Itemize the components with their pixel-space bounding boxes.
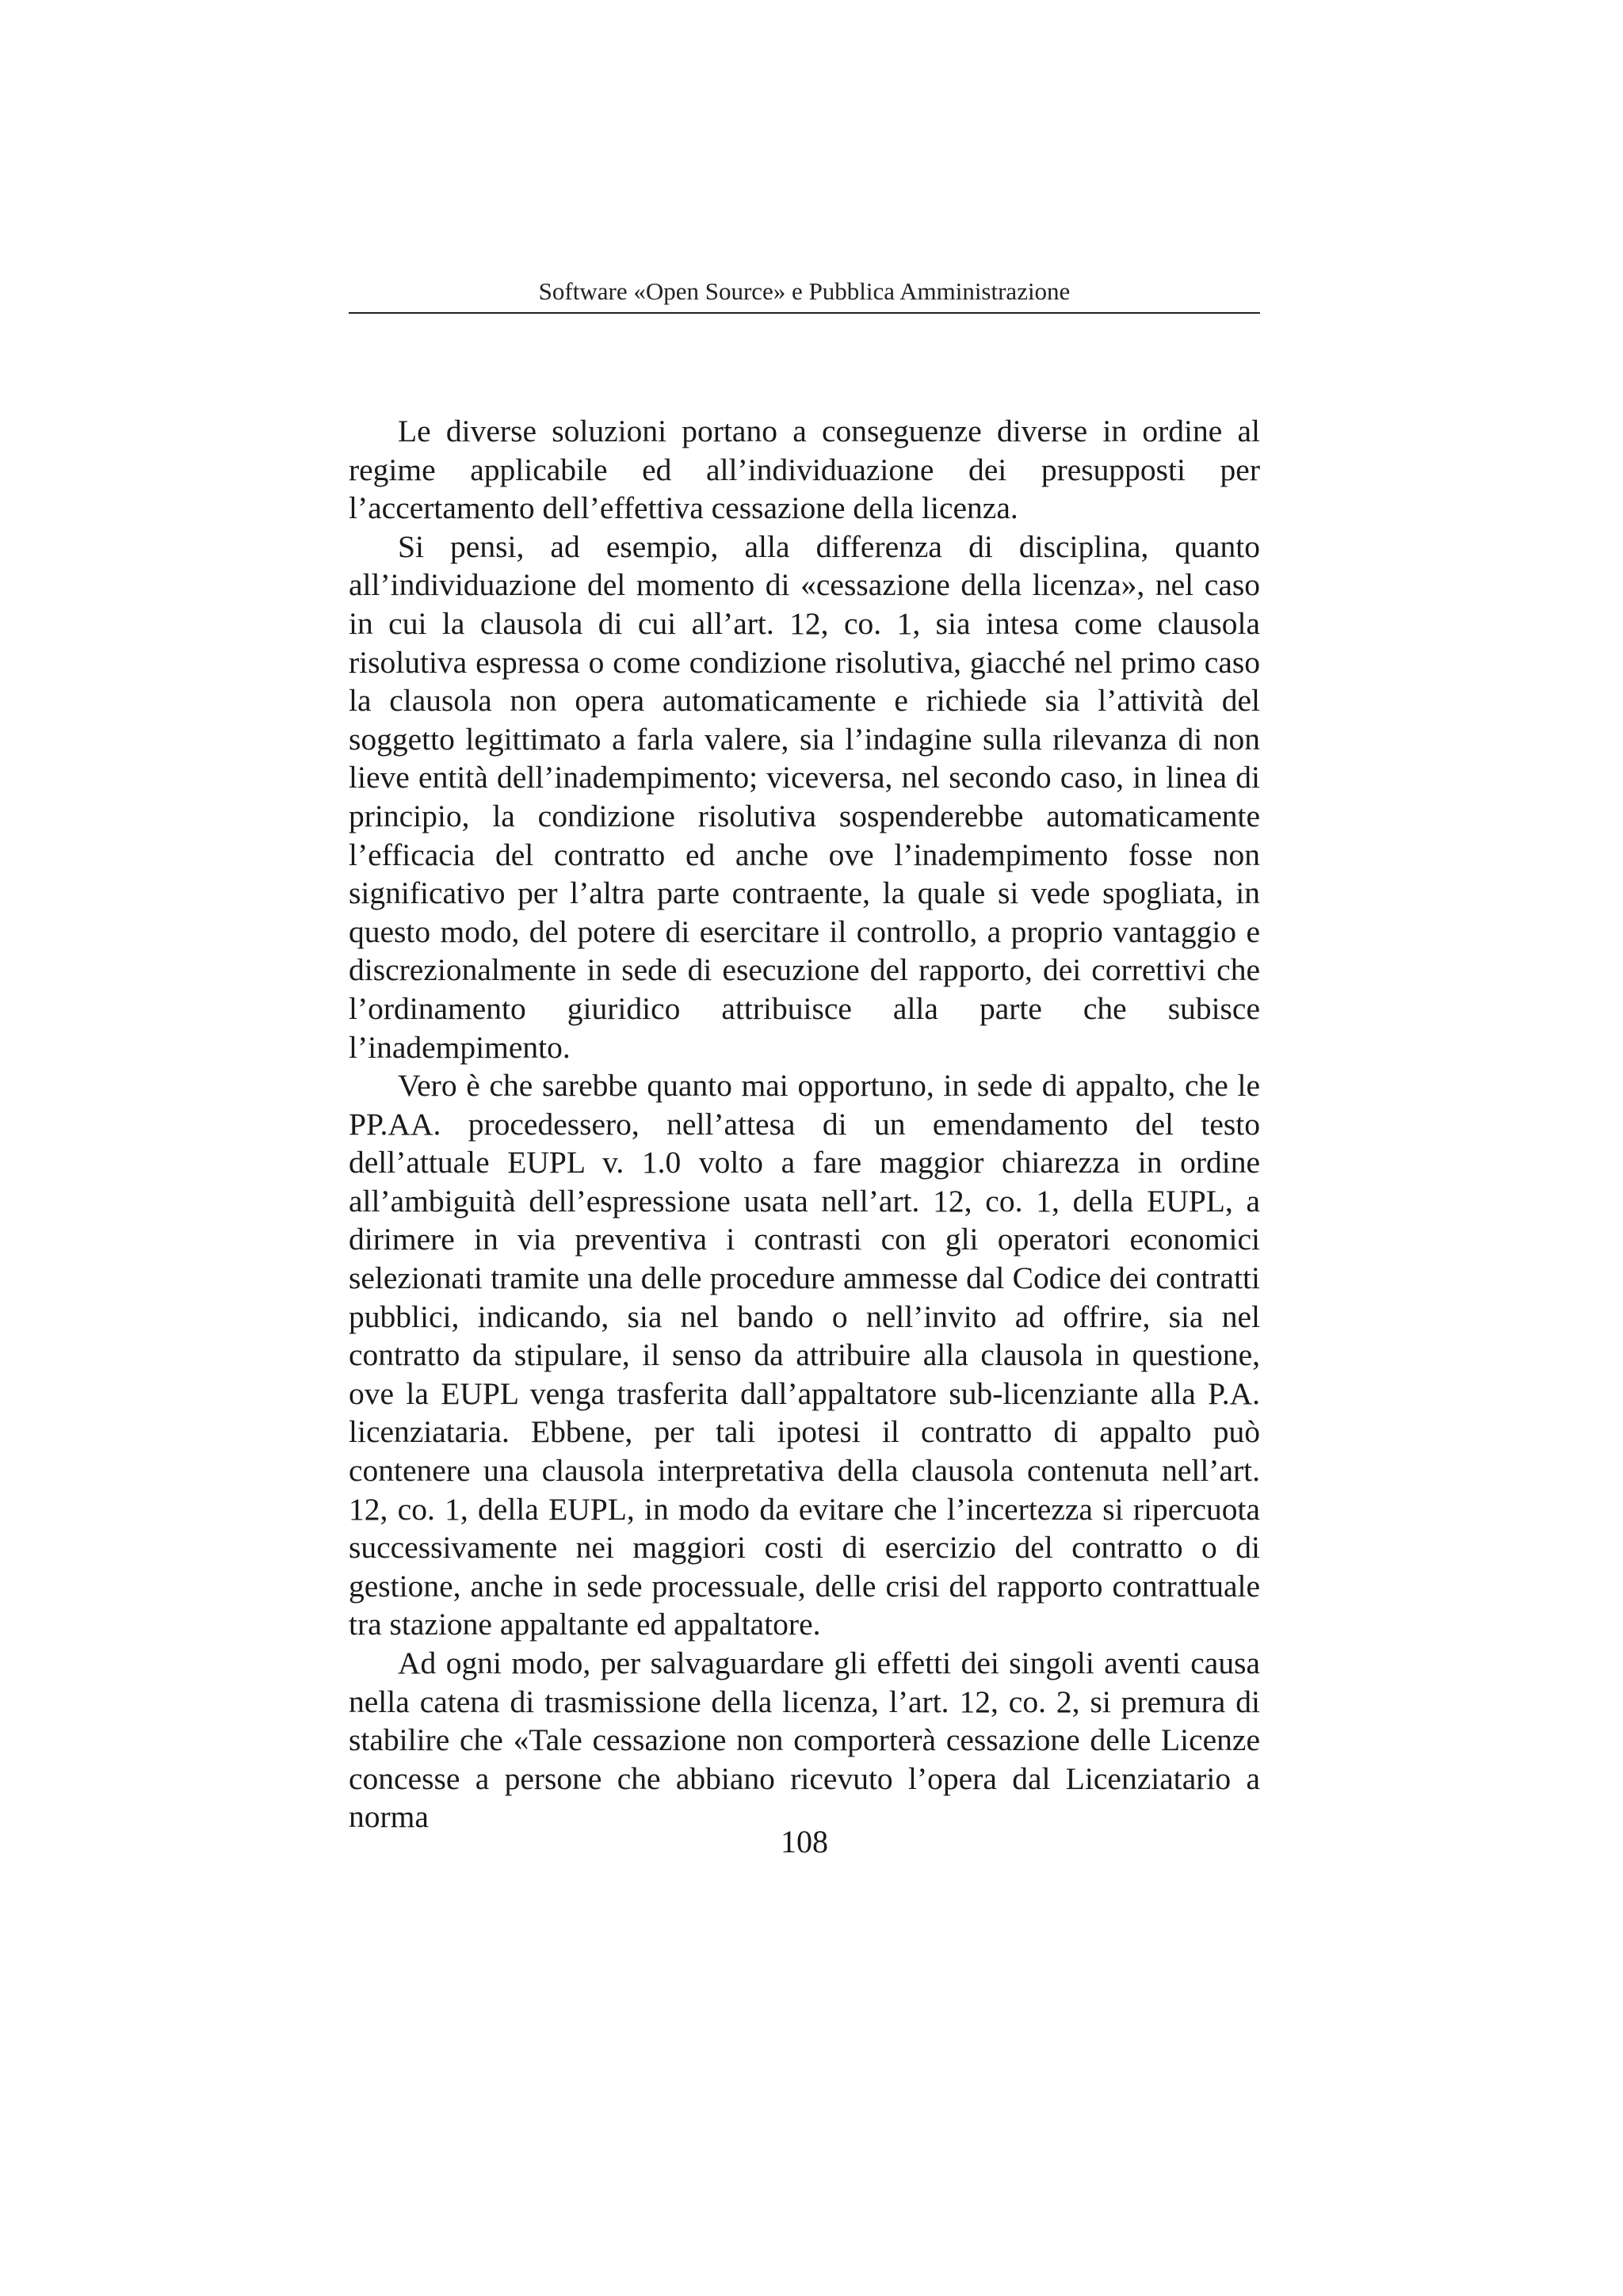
paragraph: Vero è che sarebbe quanto mai opportuno, in sede di appalto, che le PP.AA. procedessero, nell’attesa di un emendamento del testo dell’attuale EUPL v. 1.0 volto a fare maggior chiarezza in ordine all’ambiguità dell’espressione usata nell’art. 12, co. 1, della EUPL, a dirimere in via preventiva i contrasti con gli operatori economici selezionati tramite una delle procedure ammesse dal Codice dei contratti pubblici, indicando, sia nel bando o nell’invito ad offrire, sia nel contratto da stipulare, il senso da attribuire alla clausola in questione, ove la EUPL venga trasferita dall’appaltatore sub-licenziante alla P.A. licenziataria. Ebbene, per tali ipotesi il contratto di appalto può contenere una clausola interpretativa della clausola contenuta nell’art. 12, co. 1, della EUPL, in modo da evitare che l’incertezza si ripercuota successivamente nei maggiori costi di esercizio del contratto o di gestione, anche in sede processuale, delle crisi del rapporto contrattuale tra stazione appaltante ed appaltatore.	[349, 1068, 1260, 1642]
page-number: 108	[781, 1824, 828, 1859]
body-text	[349, 412, 1260, 1836]
running-header: Software «Open Source» e Pubblica Amministrazione	[538, 277, 1071, 305]
paragraph: Si pensi, ad esempio, alla differenza di disciplina, quanto all’individuazione del momento di «cessazione della licenza», nel caso in cui la clausola di cui all’art. 12, co. 1, sia intesa come clausola risolutiva espressa o come condizione risolutiva, giacché nel primo caso la clausola non opera automaticamente e richiede sia l’attività del soggetto legittimato a farla valere, sia l’indagine sulla rilevanza di non lieve entità dell’inadempimento; viceversa, nel secondo caso, in linea di principio, la condizione risolutiva sospenderebbe automaticamente l’efficacia del contratto ed anche ove l’inadempimento fosse non significativo per l’altra parte contraente, la quale si vede spogliata, in questo modo, del potere di esercitare il controllo, a proprio vantaggio e discrezionalmente in sede di esecuzione del rapporto, dei correttivi che l’ordinamento giuridico attribuisce alla parte che subisce l’inadempimento.	[349, 528, 1260, 1065]
header-rule	[349, 312, 1260, 314]
paragraph: Le diverse soluzioni portano a conseguenze diverse in ordine al regime applicabile ed all’individuazione dei presupposti per l’accertamento dell’effettiva cessazione della licenza.	[349, 414, 1260, 526]
paragraph: Ad ogni modo, per salvaguardare gli effetti dei singoli aventi causa nella catena di trasmissione della licenza, l’art. 12, co. 2, si premura di stabilire che «Tale cessazione non comporterà cessazione delle Licenze concesse a persone che abbiano ricevuto l’opera dal Licenziatario a norma	[349, 1646, 1260, 1835]
